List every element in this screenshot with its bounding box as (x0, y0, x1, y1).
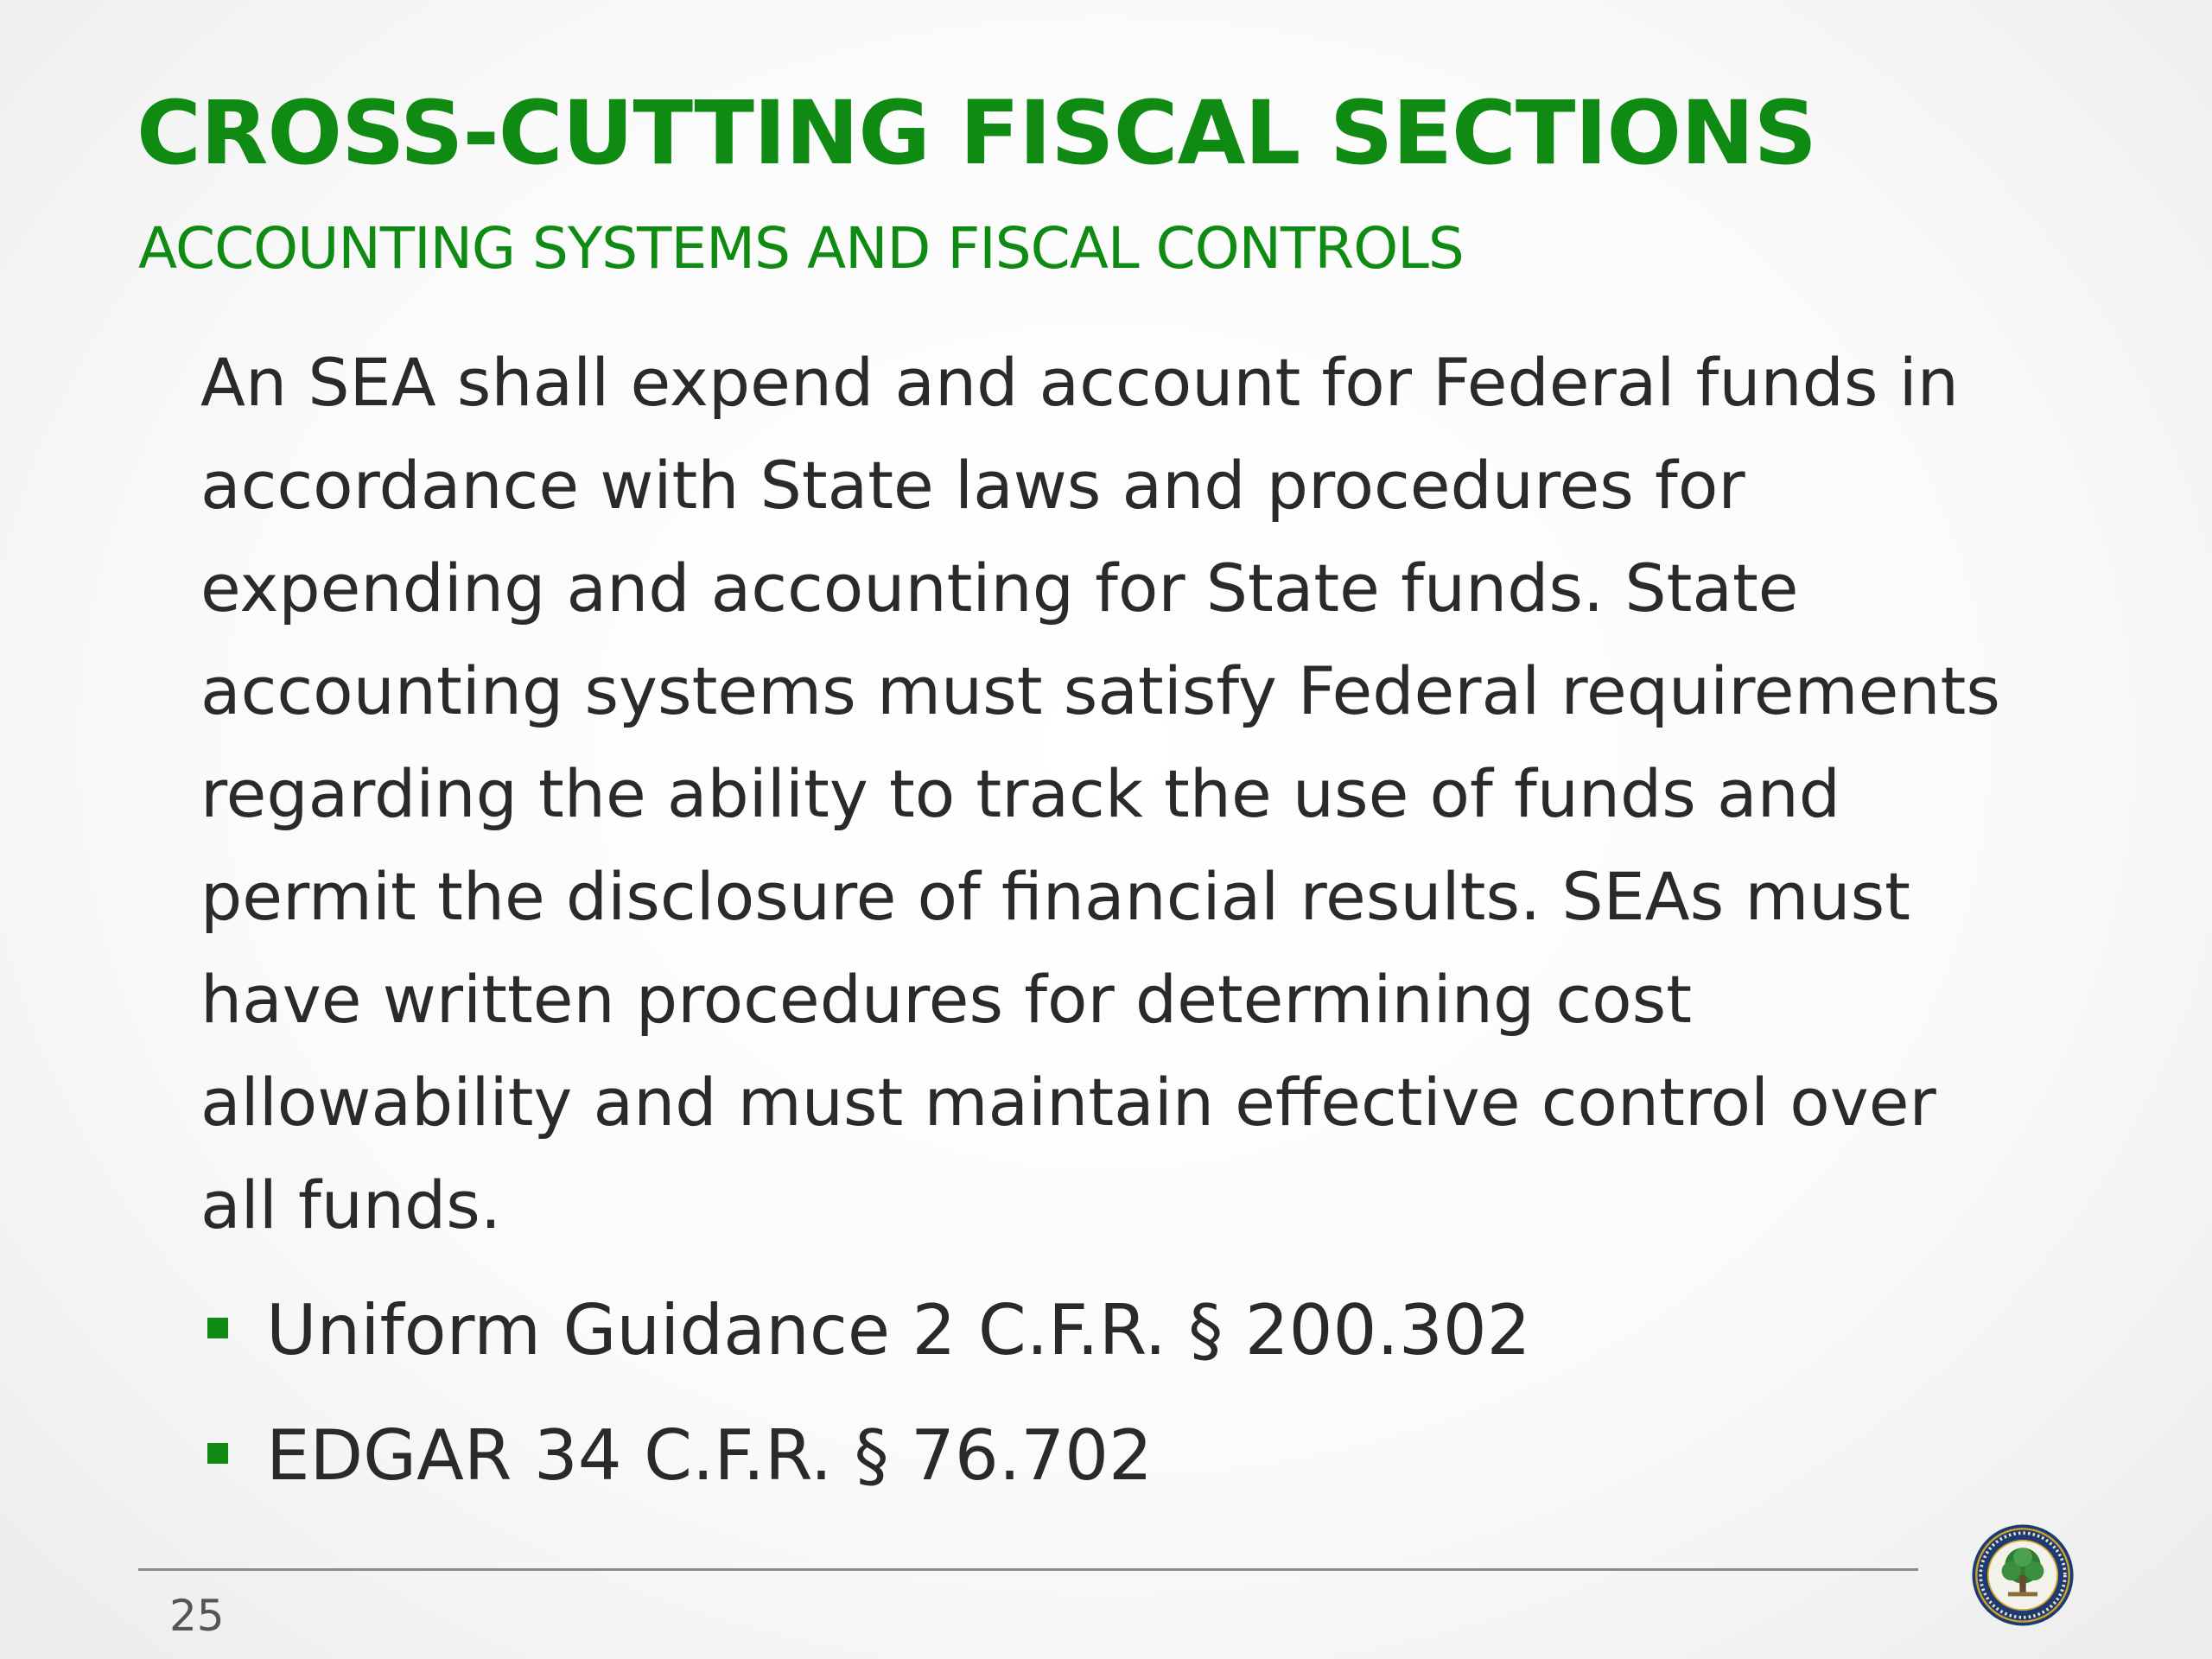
body-line: An SEA shall expend and account for Federal funds in (200, 344, 1959, 421)
body-line: allowability and must maintain effective control over (200, 1064, 1936, 1141)
slide-title: CROSS-CUTTING FISCAL SECTIONS (137, 82, 1816, 185)
body-line: all funds. (200, 1166, 502, 1243)
reference-item (200, 1274, 1531, 1400)
reference-text: EDGAR 34 C.F.R. § 76.702 (266, 1415, 1153, 1496)
body-line: have written procedures for determining cost (200, 961, 1692, 1038)
department-of-education-seal-icon (1970, 1522, 2075, 1628)
body-line: expending and accounting for State funds. State (200, 550, 1799, 626)
body-line: regarding the ability to track the use of funds and (200, 755, 1841, 832)
body-line: permit the disclosure of financial results. SEAs must (200, 858, 1910, 935)
square-bullet-icon (207, 1318, 228, 1338)
body-line: accordance with State laws and procedures for (200, 447, 1745, 524)
page-number: 25 (169, 1591, 225, 1641)
body-line: accounting systems must satisfy Federal requirements (200, 652, 2000, 729)
footer-divider (138, 1568, 1918, 1571)
body-paragraph (200, 331, 2058, 1256)
reference-list (200, 1274, 1531, 1525)
reference-item (200, 1400, 1531, 1525)
slide-subtitle: ACCOUNTING SYSTEMS AND FISCAL CONTROLS (138, 215, 1464, 282)
square-bullet-icon (207, 1443, 228, 1464)
reference-text: Uniform Guidance 2 C.F.R. § 200.302 (266, 1290, 1531, 1370)
